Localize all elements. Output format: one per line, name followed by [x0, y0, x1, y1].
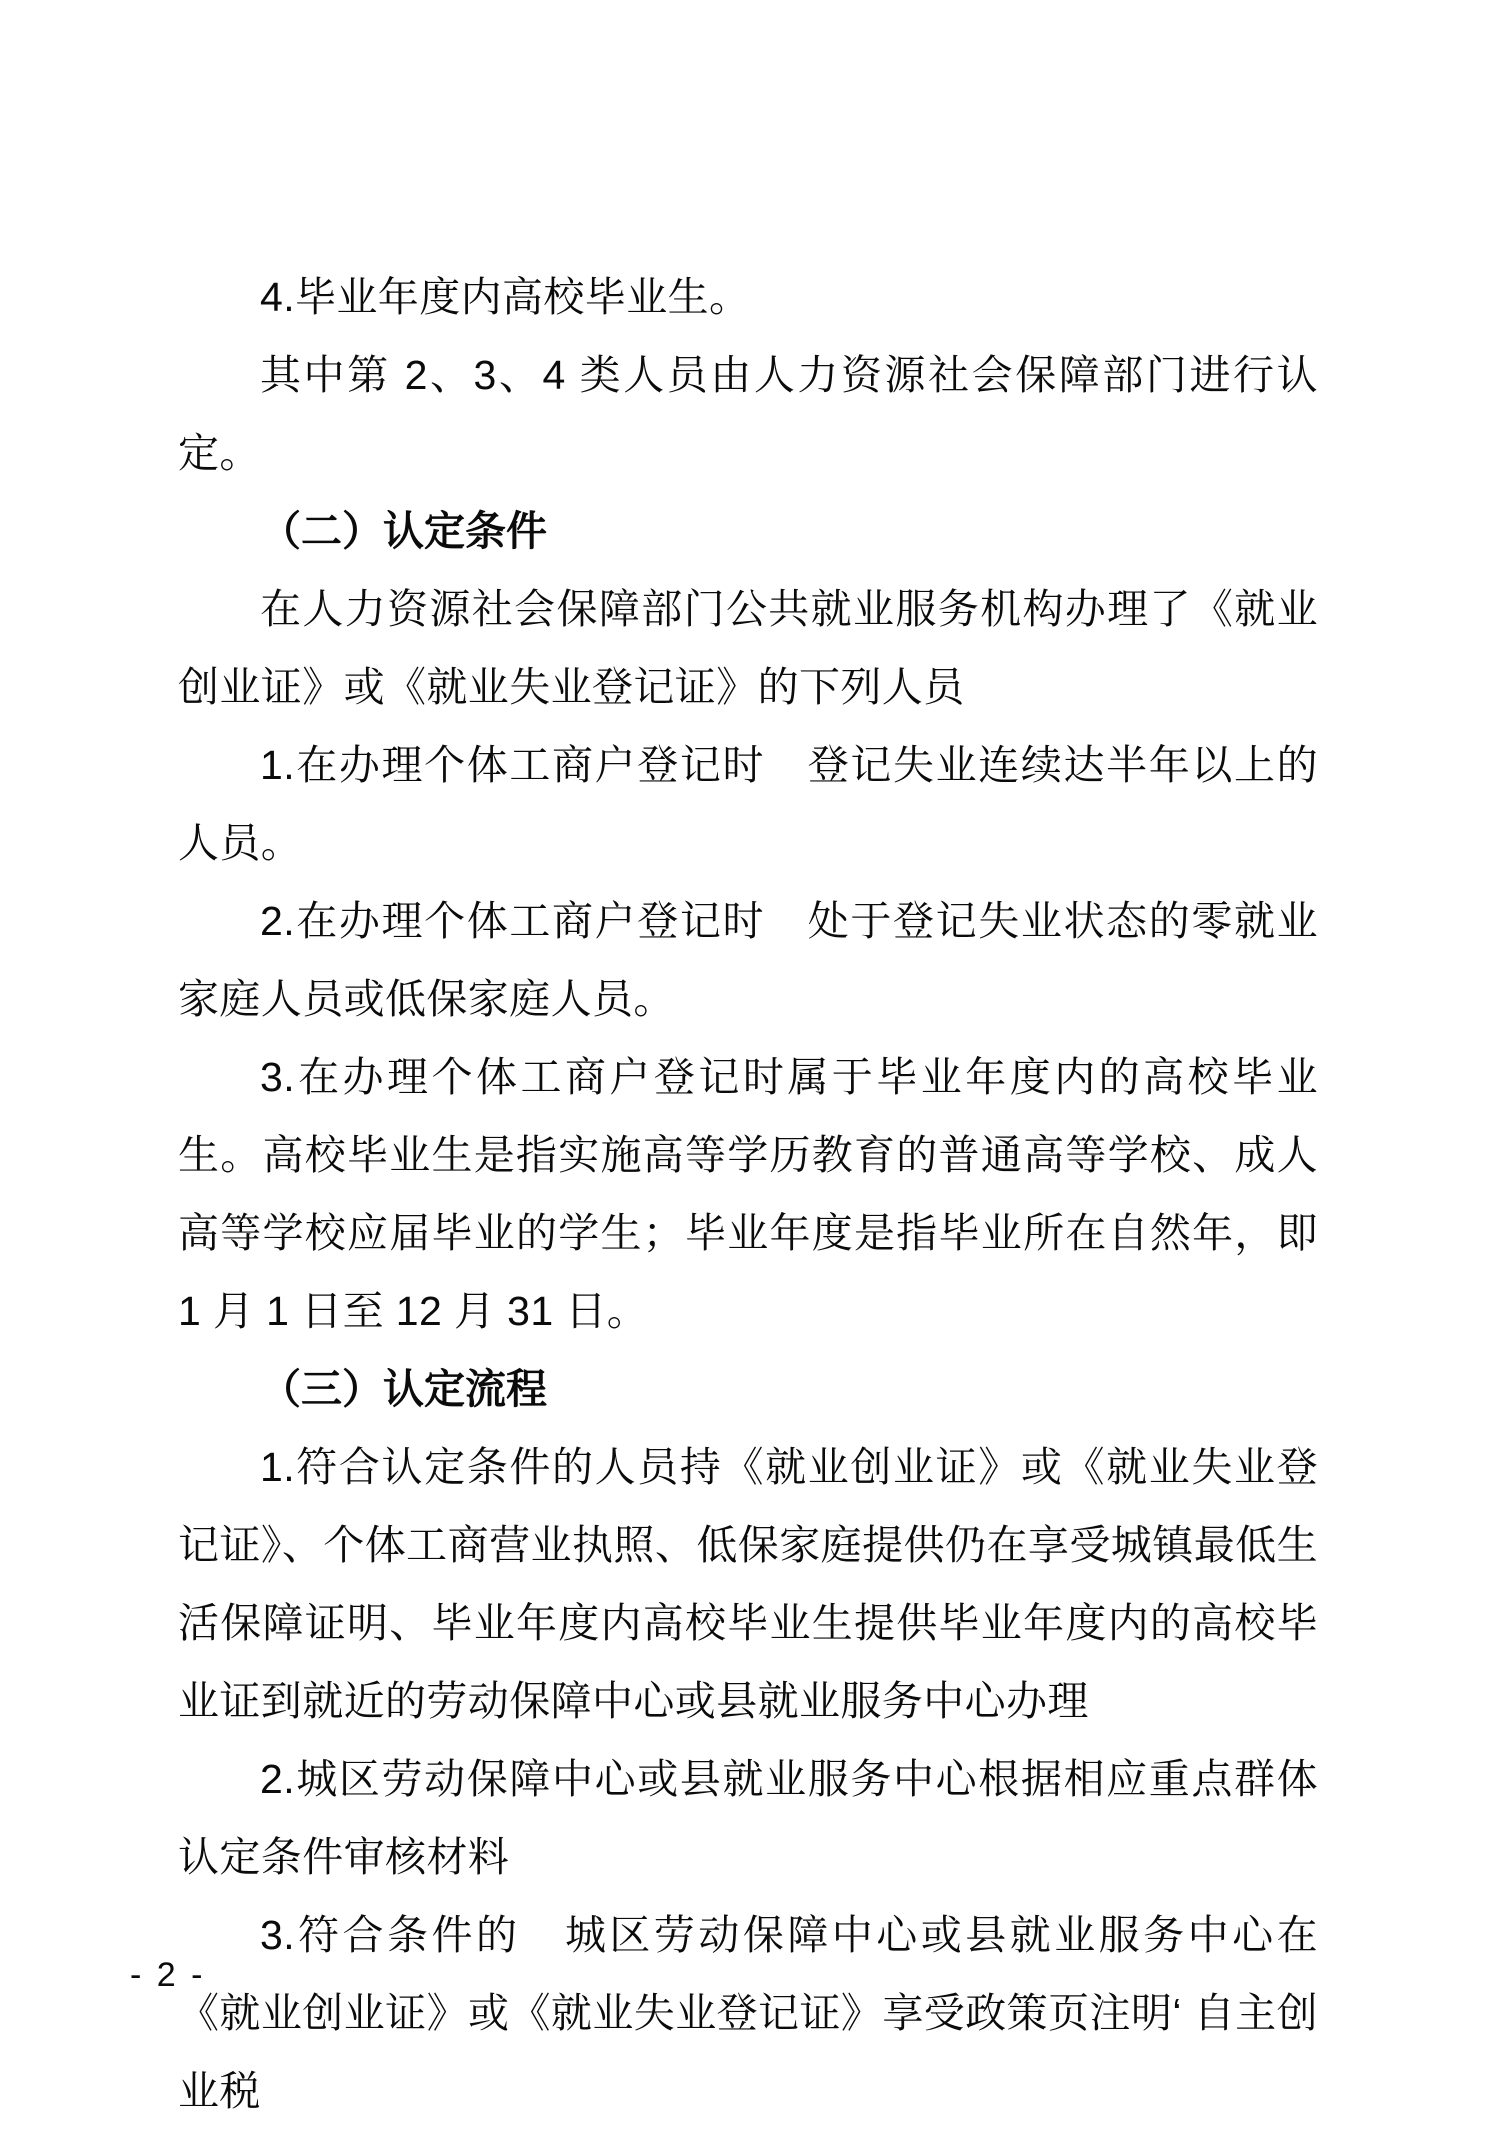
- section-heading-recognition-conditions: （二）认定条件: [260, 508, 547, 554]
- page-number: - 2 -: [130, 1956, 206, 1994]
- paragraph-item-4: 4.毕业年度内高校毕业生。: [260, 274, 751, 320]
- paragraph-process-1: 1.符合认定条件的人员持《就业创业证》或《就业失业登记证》、个体工商营业执照、低保家庭提供仍在享受城镇最低生活保障证明、毕业年度内高校毕业生提供毕业年度内的高校毕业证到就近的劳动保障中心或县就业服务中心办理: [178, 1444, 1318, 1724]
- document-body: [178, 258, 1330, 2130]
- paragraph-condition-1: 1.在办理个体工商户登记时 登记失业连续达半年以上的人员。: [178, 742, 1318, 866]
- paragraph-recognition-authority: 其中第 2、3、4 类人员由人力资源社会保障部门进行认定。: [178, 352, 1318, 476]
- section-heading-recognition-process: （三）认定流程: [260, 1366, 547, 1412]
- paragraph-process-2: 2.城区劳动保障中心或县就业服务中心根据相应重点群体认定条件审核材料: [178, 1756, 1318, 1880]
- paragraph-process-3: 3.符合条件的 城区劳动保障中心或县就业服务中心在《就业创业证》或《就业失业登记证》享受政策页注明‘ 自主创业税: [178, 1912, 1318, 2114]
- paragraph-condition-3: 3.在办理个体工商户登记时属于毕业年度内的高校毕业生。高校毕业生是指实施高等学历教育的普通高等学校、成人高等学校应届毕业的学生；毕业年度是指毕业所在自然年，即 1 月 1 日至 12 月 31 日。: [178, 1054, 1330, 1334]
- paragraph-certificate-holders: 在人力资源社会保障部门公共就业服务机构办理了《就业创业证》或《就业失业登记证》的下列人员: [178, 586, 1318, 710]
- paragraph-condition-2: 2.在办理个体工商户登记时 处于登记失业状态的零就业家庭人员或低保家庭人员。: [178, 898, 1318, 1022]
